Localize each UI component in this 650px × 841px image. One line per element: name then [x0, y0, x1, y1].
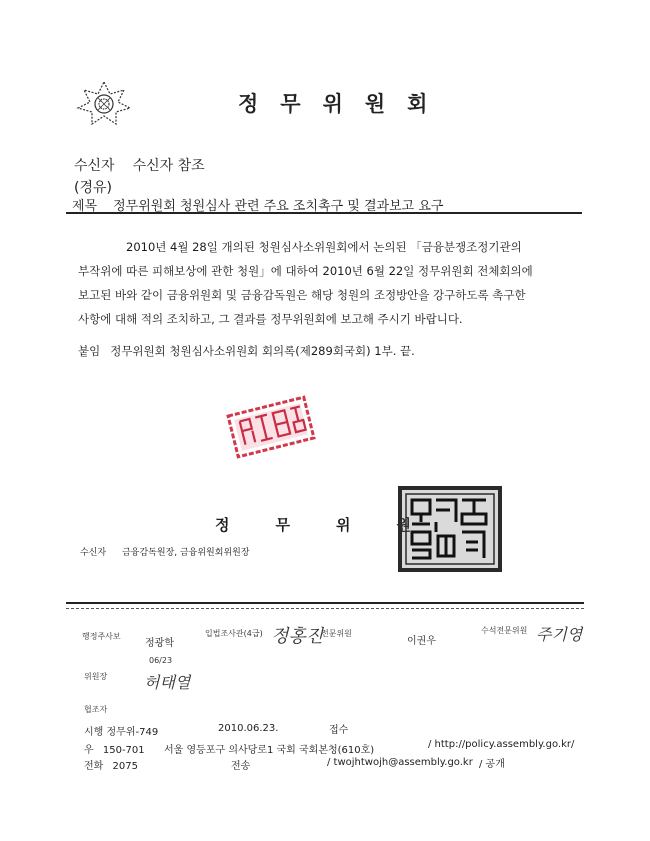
body-line: 부작위에 따른 피해보상에 관한 청원」에 대하여 2010년 6월 22일 정무위원회 전체회의에 — [78, 264, 533, 278]
body-line: 보고된 바와 같이 금융위원회 및 금융감독원은 해당 청원의 조정방안을 강구하도록 촉구한 — [78, 288, 526, 302]
approval-name: 이권우 — [407, 636, 436, 647]
recipient-row — [74, 155, 205, 175]
approval-role: 수석전문위원 — [481, 626, 528, 635]
approval-signature: 주기영 — [536, 625, 583, 644]
post-row — [84, 741, 145, 756]
enforce-row — [84, 723, 158, 738]
recipients-label: 수신자 — [80, 548, 107, 558]
post-label: 우 — [84, 745, 94, 756]
subject-divider — [66, 212, 582, 214]
approval-role: 전문위원 — [321, 629, 352, 638]
tel-label: 전화 — [84, 761, 104, 772]
via-label: (경유) — [74, 180, 112, 196]
national-assembly-emblem-icon — [74, 78, 134, 126]
body-line: 사항에 대해 적의 조치하고, 그 결과를 정무위원회에 보고해 주시기 바랍니다. — [78, 312, 463, 326]
address: 서울 영등포구 의사당로1 국회 국회본청(610호) — [164, 745, 375, 756]
date-mark: 06/23 — [149, 656, 173, 665]
enforce-date: 2010.06.23. — [218, 723, 279, 734]
approval-name: 정광학 — [145, 638, 174, 649]
website-link[interactable]: / http://policy.assembly.go.kr/ — [428, 739, 575, 750]
fax-label: 전송 — [231, 761, 251, 772]
recipient-label: 수신자 — [74, 158, 115, 174]
sender-name: 정무위원 — [215, 516, 457, 534]
approval-role: 입법조사관(4급) — [205, 629, 263, 638]
receipt-stamp — [222, 392, 320, 462]
receipt-label: 접수 — [329, 725, 349, 736]
subject-value: 정무위원회 청원심사 관련 주요 조치촉구 및 결과보고 요구 — [113, 199, 444, 214]
enforce-number: 정무위-749 — [106, 727, 159, 738]
body-line: 2010년 4월 28일 개의된 청원심사소위원회에서 논의된 「금융분쟁조정기관의 — [126, 240, 522, 254]
enforce-label: 시행 — [84, 727, 104, 738]
approval-signature: 정홍진 — [271, 626, 324, 647]
body-text — [78, 235, 593, 331]
public-status: / 공개 — [479, 759, 505, 770]
tel-number: 2075 — [112, 761, 138, 772]
tel-row — [84, 757, 138, 772]
attachment-value: 정무위원회 청원심사소위원회 회의록(제289회국회) 1부. 끝. — [110, 344, 415, 358]
email-link[interactable]: / twojhtwojh@assembly.go.kr — [327, 757, 473, 768]
approval-role: 행정주사보 — [82, 632, 121, 641]
attachment-label: 붙임 — [78, 344, 101, 358]
page-title: 정무위원회 — [238, 92, 450, 116]
subject-label: 제목 — [72, 199, 98, 214]
cooperation-label: 협조자 — [84, 705, 108, 714]
footer-divider — [66, 602, 584, 609]
recipients-value: 금융감독원장, 금융위원회위원장 — [122, 548, 250, 558]
recipient-value: 수신자 참조 — [132, 158, 205, 174]
official-seal — [396, 484, 504, 574]
attachment-row — [78, 343, 415, 359]
recipients-line — [80, 545, 250, 558]
chair-label: 위원장 — [84, 672, 108, 681]
chair-signature: 허태열 — [144, 673, 191, 692]
post-code: 150-701 — [102, 745, 145, 756]
